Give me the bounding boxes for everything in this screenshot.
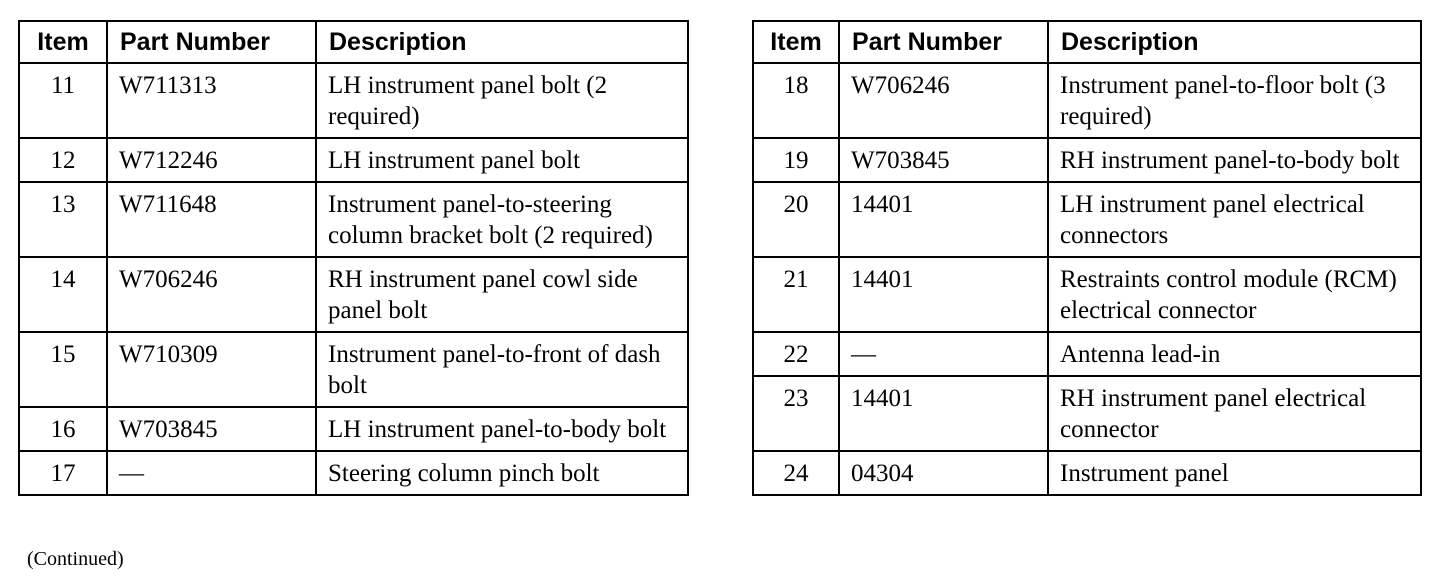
description-cell: LH instrument panel bolt [316,138,688,182]
description-cell: LH instrument panel bolt (2 required) [316,63,688,138]
table-row [19,451,688,495]
description-cell: LH instrument panel-to-body bolt [316,407,688,451]
description-cell: RH instrument panel cowl side panel bolt [316,257,688,332]
header-description: Description [1048,21,1421,63]
description-cell: Steering column pinch bolt [316,451,688,495]
table-row [753,182,1421,257]
item-cell: 16 [19,407,107,451]
table-row [753,138,1421,182]
table-row [753,257,1421,332]
part-number-cell: 04304 [839,451,1048,495]
item-cell: 17 [19,451,107,495]
description-cell: Instrument panel-to-front of dash bolt [316,332,688,407]
part-number-cell: W706246 [839,63,1048,138]
part-number-cell: 14401 [839,182,1048,257]
header-description: Description [316,21,688,63]
table-row [753,63,1421,138]
table-row [19,182,688,257]
item-cell: 19 [753,138,839,182]
item-cell: 20 [753,182,839,257]
table-row [753,376,1421,451]
item-cell: 14 [19,257,107,332]
table-row [19,63,688,138]
item-cell: 23 [753,376,839,451]
description-cell: Instrument panel-to-floor bolt (3 required) [1048,63,1421,138]
description-cell: RH instrument panel electrical connector [1048,376,1421,451]
part-number-cell: W706246 [107,257,316,332]
item-cell: 18 [753,63,839,138]
header-part-number: Part Number [107,21,316,63]
description-cell: Instrument panel-to-steering column bracket bolt (2 required) [316,182,688,257]
item-cell: 13 [19,182,107,257]
item-cell: 11 [19,63,107,138]
part-number-cell: W711313 [107,63,316,138]
table-row [19,138,688,182]
item-cell: 21 [753,257,839,332]
part-number-cell: W703845 [107,407,316,451]
part-number-cell: 14401 [839,257,1048,332]
part-number-cell: — [107,451,316,495]
item-cell: 15 [19,332,107,407]
description-cell: Restraints control module (RCM) electrical connector [1048,257,1421,332]
continued-note: (Continued) [27,548,124,570]
table-row [19,332,688,407]
header-part-number: Part Number [839,21,1048,63]
header-item: Item [19,21,107,63]
part-number-cell: — [839,332,1048,376]
part-number-cell: W703845 [839,138,1048,182]
item-cell: 22 [753,332,839,376]
parts-table-left [18,20,689,496]
part-number-cell: W712246 [107,138,316,182]
description-cell: RH instrument panel-to-body bolt [1048,138,1421,182]
part-number-cell: W711648 [107,182,316,257]
description-cell: Instrument panel [1048,451,1421,495]
part-number-cell: 14401 [839,376,1048,451]
item-cell: 24 [753,451,839,495]
header-item: Item [753,21,839,63]
parts-table-right [752,20,1422,496]
table-header-row [19,21,688,63]
table-row [753,451,1421,495]
table-row [19,257,688,332]
description-cell: LH instrument panel electrical connectors [1048,182,1421,257]
table-row [753,332,1421,376]
part-number-cell: W710309 [107,332,316,407]
item-cell: 12 [19,138,107,182]
description-cell: Antenna lead-in [1048,332,1421,376]
table-row [19,407,688,451]
table-header-row [753,21,1421,63]
